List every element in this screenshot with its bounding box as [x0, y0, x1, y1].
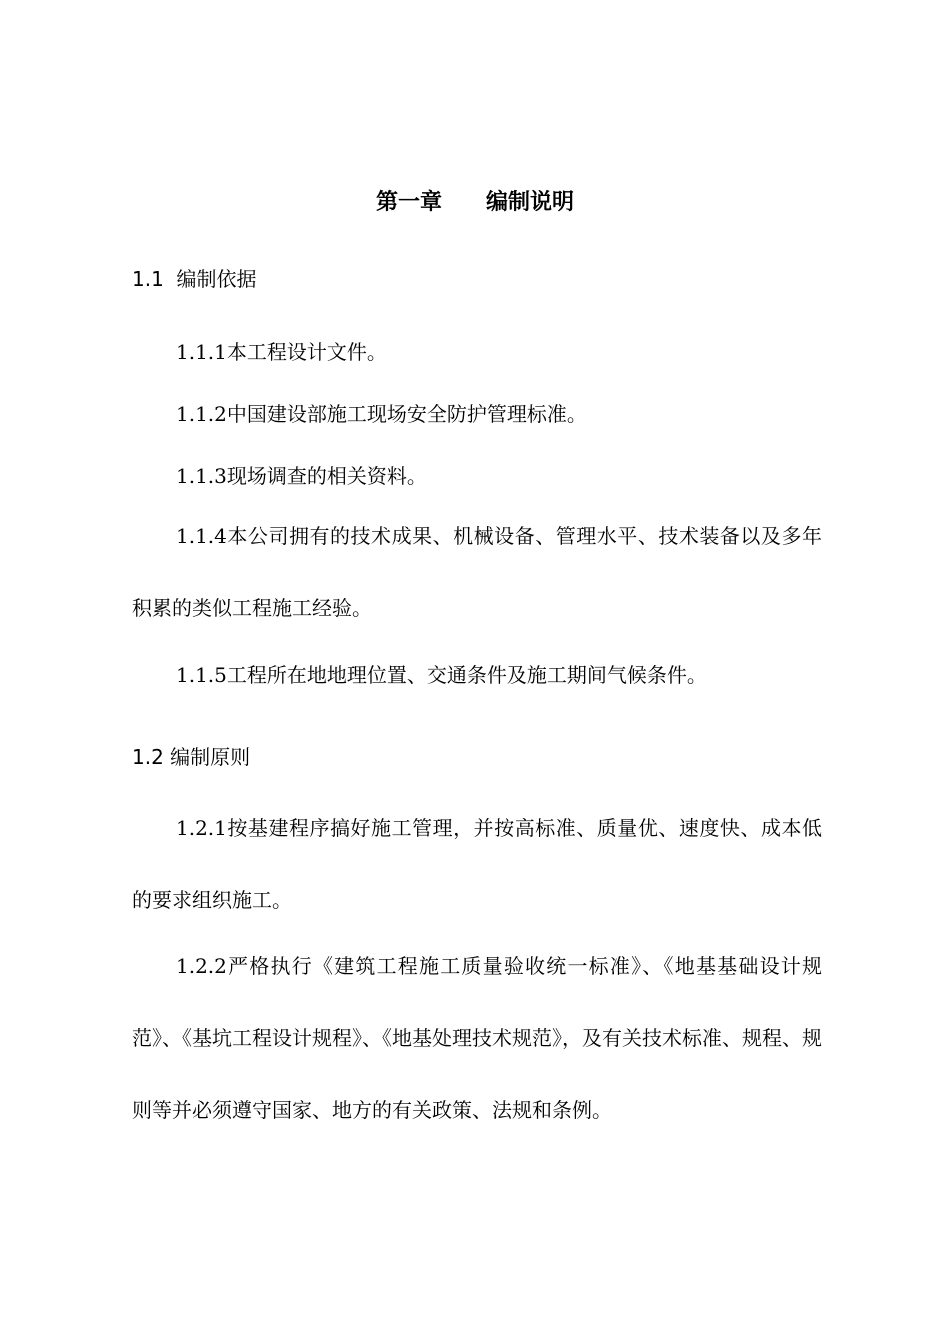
item-1-1-2: 1.1.2中国建设部施工现场安全防护管理标准。	[176, 402, 587, 426]
item-1-2-2: 1.2.2严格执行《建筑工程施工质量验收统一标准》、《地基基础设计规范》、《基坑工程设计规程》、《地基处理技术规范》，及有关技术标准、规程、规则等并必须遵守国家、地方的有关政策、法规和条例。	[132, 954, 822, 1122]
section-heading-1-2: 1.2 编制原则	[132, 745, 251, 769]
item-1-1-1: 1.1.1本工程设计文件。	[176, 340, 387, 364]
chapter-title: 第一章 编制说明	[375, 190, 574, 215]
item-1-1-5: 1.1.5工程所在地地理位置、交通条件及施工期间气候条件。	[176, 663, 707, 687]
item-1-2-1: 1.2.1按基建程序搞好施工管理，并按高标准、质量优、速度快、成本低的要求组织施工。	[132, 816, 822, 912]
item-1-1-3: 1.1.3现场调查的相关资料。	[176, 464, 427, 488]
item-1-1-4: 1.1.4本公司拥有的技术成果、机械设备、管理水平、技术装备以及多年积累的类似工程施工经验。	[132, 524, 822, 620]
section-heading-1-1: 1.1 编制依据	[132, 267, 257, 291]
